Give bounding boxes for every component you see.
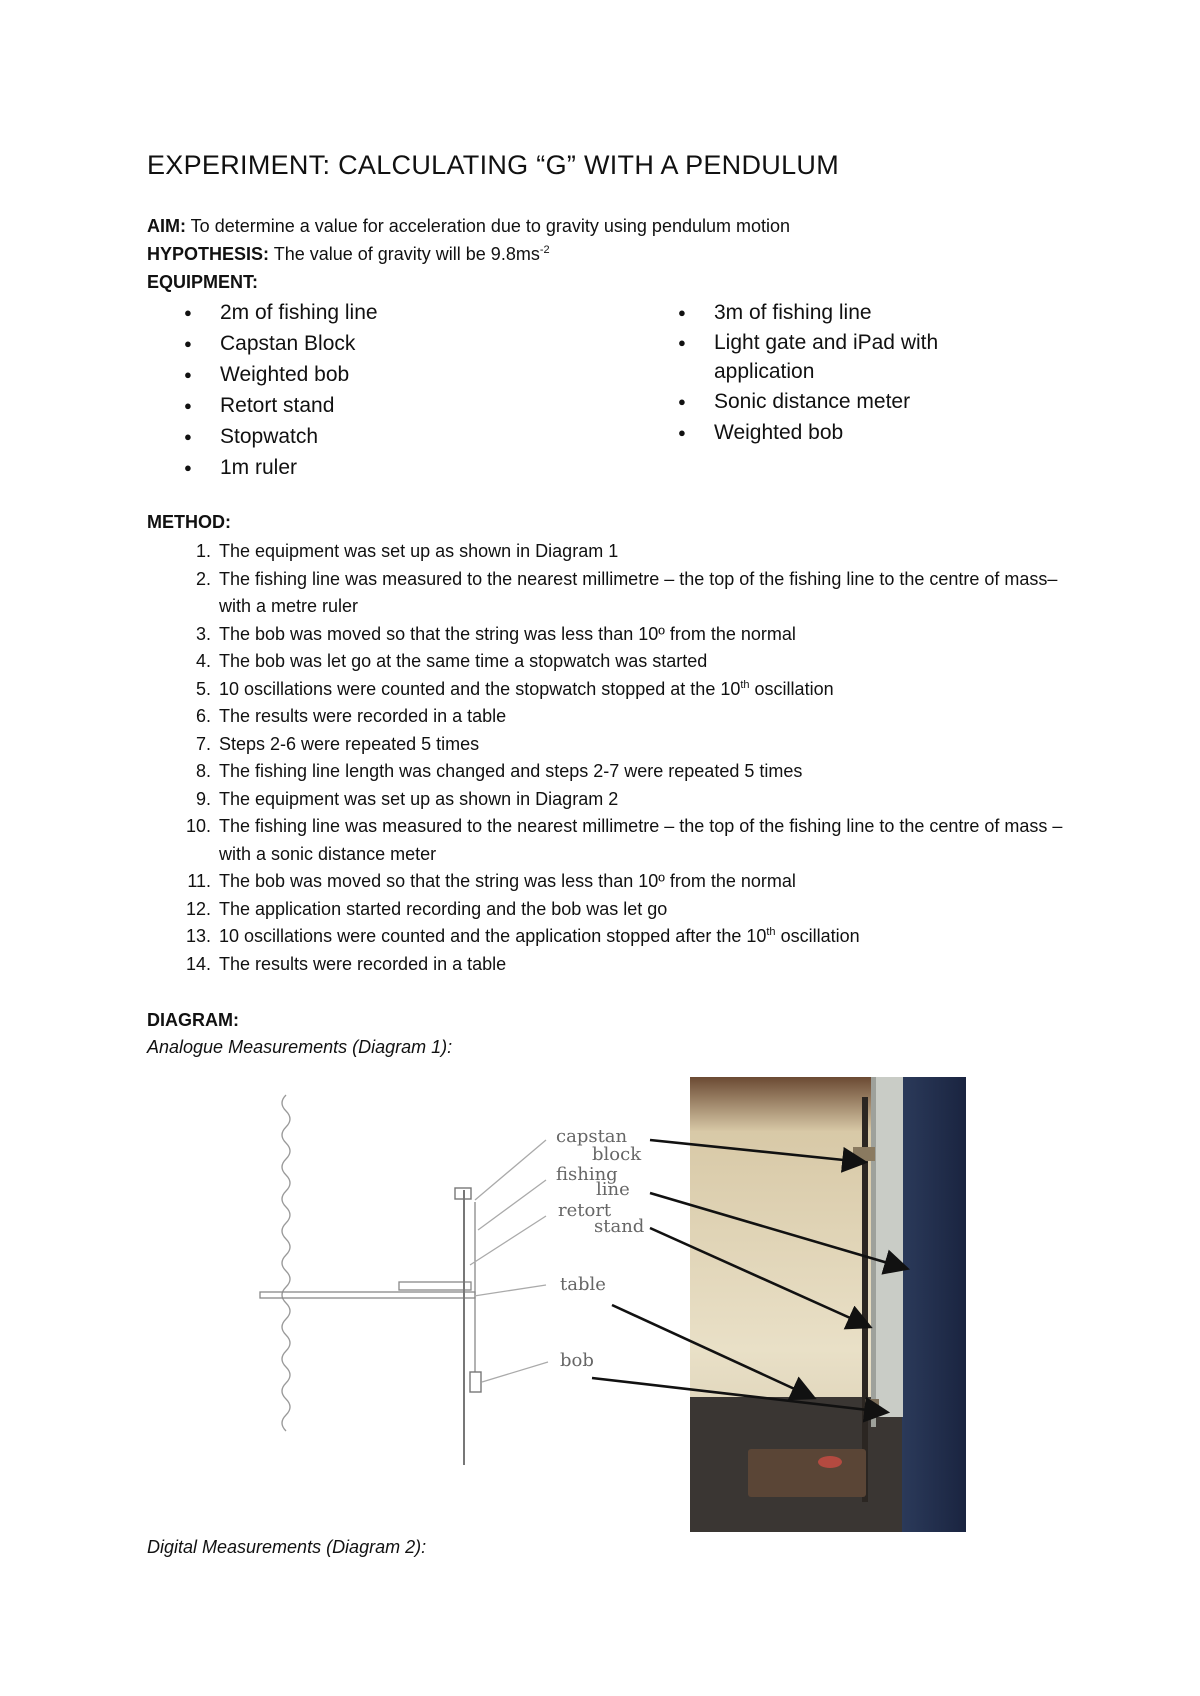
photo-capstan-block	[853, 1147, 875, 1161]
equipment-heading: EQUIPMENT:	[147, 272, 259, 292]
sketch-label-stand: stand	[594, 1216, 645, 1237]
apparatus-photo	[690, 1077, 966, 1532]
list-item: ● Stopwatch	[184, 421, 378, 452]
sketch-label-line: line	[596, 1179, 630, 1200]
apparatus-sketch	[256, 1080, 726, 1480]
equipment-list-right	[678, 297, 994, 448]
list-item: ● Capstan Block	[184, 328, 378, 359]
method-list	[147, 538, 1067, 978]
equipment-list-left	[184, 297, 378, 483]
hypothesis-label: HYPOTHESIS:	[147, 244, 270, 264]
list-item: 13. 10 oscillations were counted and the application stopped after the 10th oscillation	[185, 926, 860, 946]
diagram-2-caption: Digital Measurements (Diagram 2):	[147, 1537, 427, 1557]
list-item: 11. The bob was moved so that the string was less than 10º from the normal	[187, 871, 796, 891]
list-item: 9. The equipment was set up as shown in Diagram 2	[195, 788, 619, 809]
list-item: ● Light gate and iPad with application	[678, 328, 994, 386]
bob-sketch	[470, 1372, 481, 1392]
photo-base-plate	[748, 1449, 866, 1497]
table-top	[260, 1292, 475, 1298]
list-item: 7. Steps 2-6 were repeated 5 times	[195, 733, 480, 754]
list-item: ● Sonic distance meter	[678, 386, 994, 417]
list-item: 14. The results were recorded in a table	[185, 953, 507, 974]
wall-line	[282, 1095, 290, 1431]
photo-base-mark	[818, 1456, 842, 1468]
hypothesis-line	[147, 244, 550, 265]
sketch-label-fishing: fishing	[556, 1164, 618, 1185]
photo-frame-edge	[871, 1077, 876, 1427]
list-item: 3. The bob was moved so that the string was less than 10º from the normal	[195, 623, 796, 644]
list-item: 2. The fishing line was measured to the nearest millimetre – the top of the fishing line to the centre of mass– with a metre ruler	[195, 568, 1058, 616]
sketch-leader-lines	[470, 1140, 548, 1382]
hypothesis-superscript: -2	[539, 244, 550, 256]
list-item: ● 1m ruler	[184, 452, 378, 483]
sketch-label-block: block	[592, 1144, 642, 1165]
sketch-label-table: table	[560, 1274, 606, 1295]
list-item: 1. The equipment was set up as shown in Diagram 1	[195, 541, 619, 561]
list-item: ● 2m of fishing line	[184, 297, 378, 328]
aim-label: AIM:	[147, 216, 186, 236]
page-title: EXPERIMENT: CALCULATING “G” WITH A PENDULUM	[147, 150, 839, 180]
sketch-label-bob: bob	[560, 1350, 594, 1371]
photo-noticeboard	[902, 1077, 966, 1532]
list-item: ● Weighted bob	[678, 417, 994, 448]
photo-bob	[865, 1399, 879, 1411]
hypothesis-text: The value of gravity will be 9.8ms	[269, 244, 540, 264]
list-item: 4. The bob was let go at the same time a stopwatch was started	[195, 651, 708, 671]
list-item: 5. 10 oscillations were counted and the stopwatch stopped at the 10th oscillation	[195, 678, 834, 699]
diagram-heading: DIAGRAM:	[147, 1010, 239, 1030]
list-item: ● Weighted bob	[184, 359, 378, 390]
aim-line	[147, 216, 790, 237]
list-item: 12. The application started recording and the bob was let go	[185, 898, 668, 919]
list-item: 8. The fishing line length was changed and steps 2-7 were repeated 5 times	[195, 761, 803, 781]
diagram-1-caption: Analogue Measurements (Diagram 1):	[147, 1037, 453, 1057]
aim-text: To determine a value for acceleration due to gravity using pendulum motion	[186, 216, 791, 236]
sketch-label-capstan: capstan	[556, 1126, 628, 1147]
list-item: 6. The results were recorded in a table	[195, 706, 507, 726]
stand-base	[399, 1282, 471, 1290]
list-item: ● Retort stand	[184, 390, 378, 421]
method-heading: METHOD:	[147, 512, 231, 532]
list-item: ● 3m of fishing line	[678, 297, 994, 328]
sketch-label-retort: retort	[558, 1200, 612, 1221]
list-item: 10. The fishing line was measured to the nearest millimetre – the top of the fishing line to the centre of mass – with a sonic distance meter	[185, 816, 1063, 864]
photo-frame	[875, 1077, 903, 1417]
